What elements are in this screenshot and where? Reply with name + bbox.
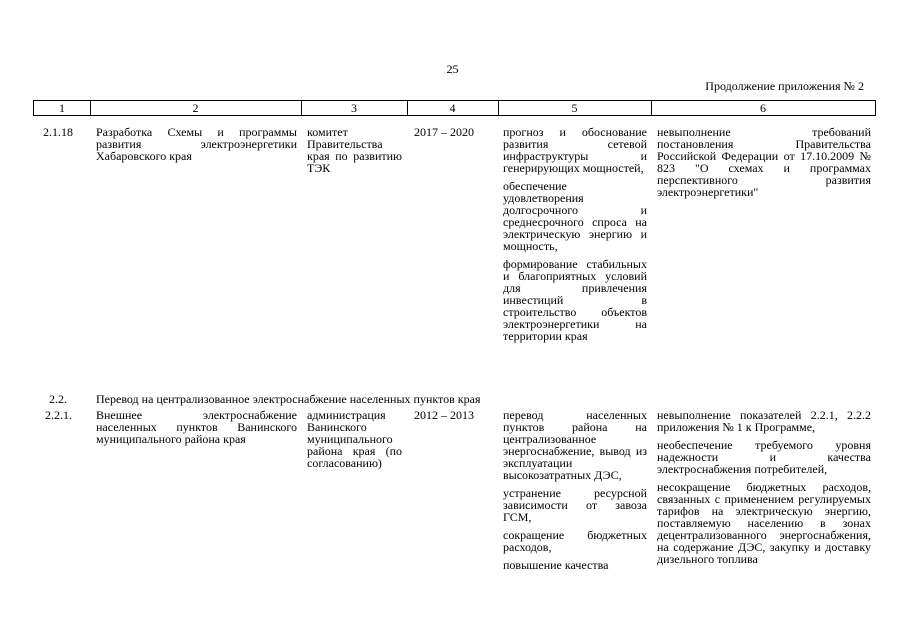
expected-results	[503, 409, 647, 571]
page-number: 25	[446, 62, 459, 76]
measure-name: Внешнее электроснабжение населенных пунктов Ванинского муниципального района края	[96, 408, 297, 446]
expected-results	[503, 126, 647, 342]
consequence-item: невыполнение требований постановления Правительства Российской Федерации от 17.10.2009 № 823 "О схемах и программах перспективного развития электроэнергетики"	[657, 125, 871, 199]
period: 2012 – 2013	[414, 408, 474, 422]
result-item: обеспечение удовлетворения долгосрочного и среднесрочного спроса на электрическую энергию и мощность,	[503, 179, 647, 253]
header-col-3: 3	[301, 100, 408, 116]
consequences	[657, 409, 871, 565]
executor: администрация Ванинского муниципального района края (по согласованию)	[307, 408, 402, 470]
result-item: перевод населенных пунктов района на централизованное энергоснабжение, вывод из эксплуатации высокозатратных ДЭС,	[503, 408, 647, 482]
row-number: 2.2.1.	[45, 408, 72, 422]
header-col-1: 1	[33, 100, 91, 116]
result-item: прогноз и обоснование развития сетевой инфраструктуры и генерирующих мощностей,	[503, 125, 647, 175]
header-col-5: 5	[498, 100, 652, 116]
continuation-label: Продолжение приложения № 2	[705, 79, 864, 93]
result-item: сокращение бюджетных расходов,	[503, 528, 647, 554]
header-col-6: 6	[651, 100, 876, 116]
header-col-2: 2	[90, 100, 302, 116]
executor: комитет Правительства края по развитию ТЭК	[307, 125, 402, 175]
result-item: повышение качества	[503, 558, 609, 572]
measure-name: Разработка Схемы и программы развития электроэнергетики Хабаровского края	[96, 125, 297, 163]
section-number: 2.2.	[49, 392, 67, 406]
period: 2017 – 2020	[414, 125, 474, 139]
row-number: 2.1.18	[43, 125, 73, 139]
header-col-4: 4	[407, 100, 499, 116]
section-title: Перевод на централизованное электроснабжение населенных пунктов края	[96, 392, 481, 406]
consequence-item: необеспечение требуемого уровня надежности и качества электроснабжения потребителей,	[657, 438, 871, 476]
result-item: устранение ресурсной зависимости от завоза ГСМ,	[503, 486, 647, 524]
consequence-item: несокращение бюджетных расходов, связанных с применением регулируемых тарифов на электрическую энергию, поставляемую населению в зонах децентрализованного энергоснабжения, на содержание ДЭС, закупку и доставку дизельного топлива	[657, 480, 871, 566]
consequence-item: невыполнение показателей 2.2.1, 2.2.2 приложения № 1 к Программе,	[657, 408, 871, 434]
result-item: формирование стабильных и благоприятных условий для привлечения инвестиций в строительство объектов электроэнергетики на территории края	[503, 257, 647, 343]
consequences	[657, 126, 871, 198]
